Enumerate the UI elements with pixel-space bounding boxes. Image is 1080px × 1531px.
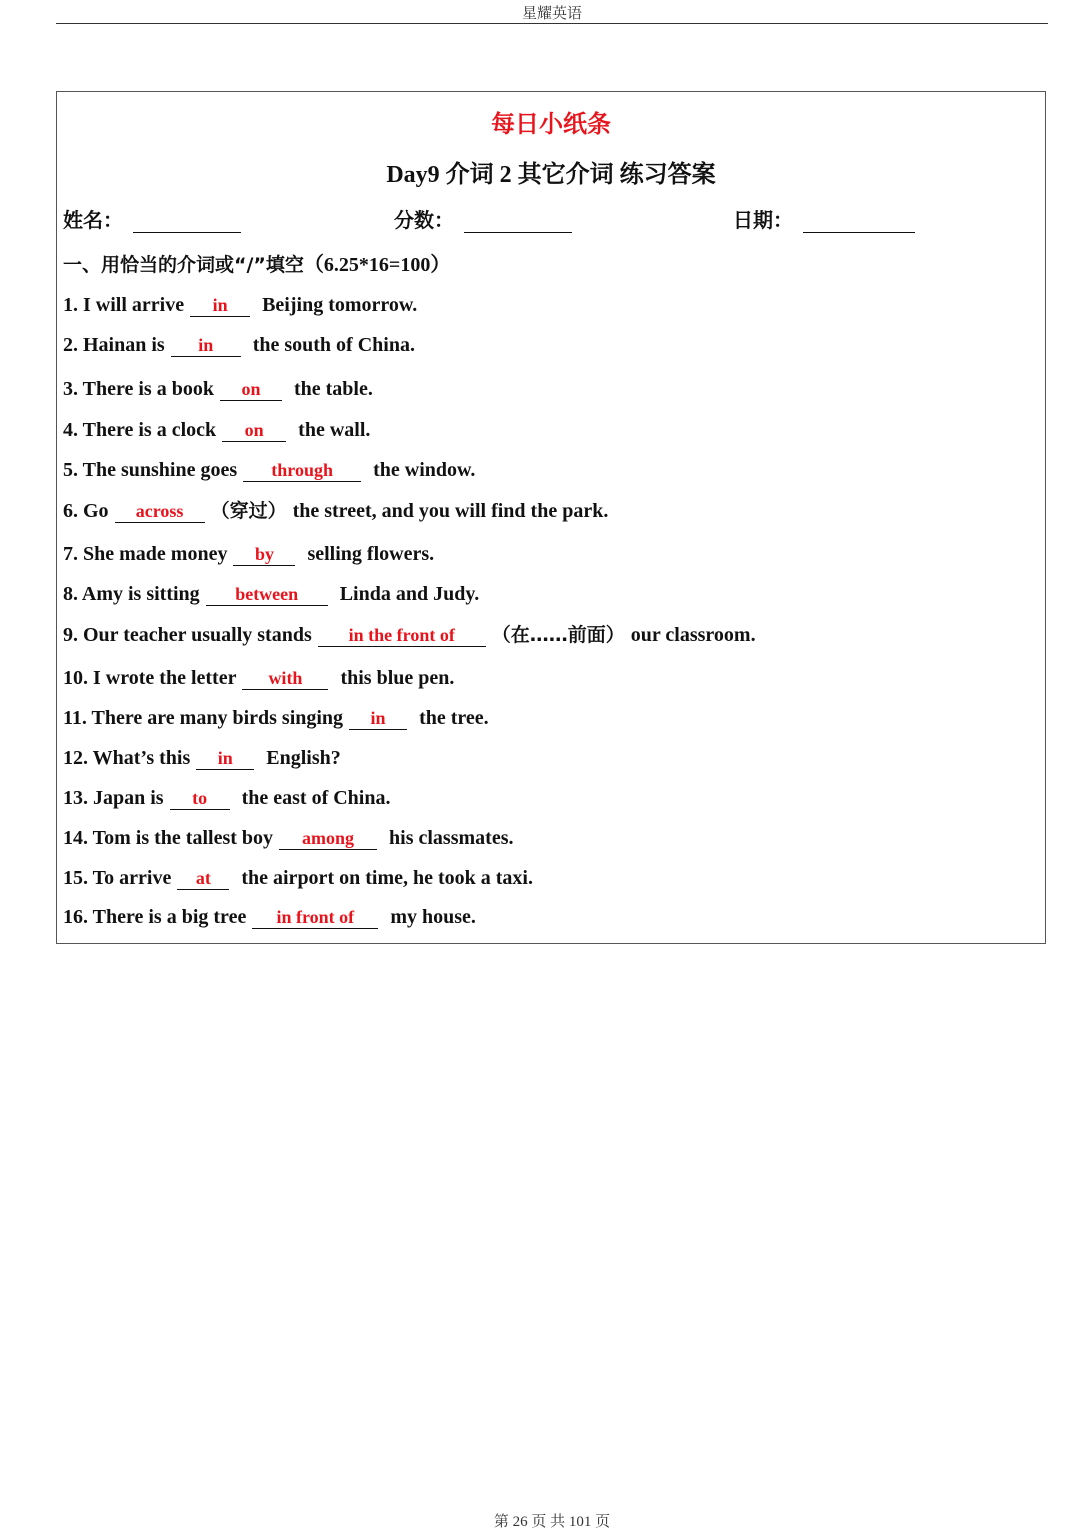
question-text-before: 15. To arrive [63,867,172,889]
answer-blank[interactable]: with [242,667,328,690]
answer-blank[interactable]: on [222,419,286,442]
question-row [63,865,533,891]
answer-blank[interactable]: between [206,583,328,606]
question-text-after: the east of China. [241,787,391,809]
score-label: 分数： [394,208,454,232]
question-row [63,332,415,358]
section-score: （6.25*16=100） [303,254,451,276]
student-info-row [63,204,1033,234]
question-text-before: 6. Go [63,500,109,522]
question-text-before: 12. What’s this [63,747,191,769]
question-text-after: this blue pen. [340,667,455,689]
question-text-after: selling flowers. [307,543,435,565]
section-heading-text: 一、用恰当的介词或“/”填空 [63,254,304,276]
question-text-before: 11. There are many birds singing [63,707,344,729]
question-row [63,417,370,443]
question-row [63,622,756,648]
question-text-before: 14. Tom is the tallest boy [63,827,274,849]
answer-blank[interactable]: through [243,459,361,482]
question-hint: （在……前面） [491,624,625,646]
question-row [63,825,513,851]
name-field [63,204,241,233]
question-text-before: 3. There is a book [63,378,214,400]
question-row [63,457,475,483]
question-row [63,904,476,930]
question-hint: （穿过） [210,500,287,522]
question-text-after: his classmates. [389,827,514,849]
question-row [63,581,479,607]
answer-blank[interactable]: by [233,543,295,566]
question-text-after: the street, and you will find the park. [292,500,609,522]
date-blank[interactable] [803,212,915,233]
answer-blank[interactable]: across [115,500,205,523]
question-text-before: 8. Amy is sitting [63,583,200,605]
question-text-after: the tree. [419,707,489,729]
question-text-after: the window. [373,459,476,481]
question-text-after: the table. [293,378,373,400]
question-text-before: 5. The sunshine goes [63,459,238,481]
section-heading [63,248,450,277]
question-text-before: 7. She made money [63,543,228,565]
question-text-before: 1. I will arrive [63,294,185,316]
question-row [63,541,434,567]
answer-blank[interactable]: in [349,707,407,730]
answer-blank[interactable]: at [177,867,229,890]
answer-blank[interactable]: in front of [252,906,378,929]
worksheet-subtitle: Day9 介词 2 其它介词 练习答案 [386,162,716,188]
question-text-after: my house. [390,906,476,928]
question-text-after: English? [266,747,341,769]
question-text-after: the wall. [298,419,371,441]
answer-blank[interactable]: to [170,787,230,810]
question-text-after: Beijing tomorrow. [262,294,418,316]
page-footer: 第 26 页 共 101 页 [493,1514,611,1530]
question-text-after: the airport on time, he took a taxi. [241,867,533,889]
score-field [394,204,572,233]
question-text-after: our classroom. [630,624,756,646]
question-text-before: 2. Hainan is [63,334,165,356]
question-row [63,292,417,318]
name-label: 姓名： [63,208,123,232]
question-row [63,705,489,731]
answer-blank[interactable]: in [190,294,250,317]
question-row [63,785,390,811]
question-text-before: 13. Japan is [63,787,164,809]
question-text-before: 10. I wrote the letter [63,667,237,689]
worksheet-title: 每日小纸条 [491,110,611,138]
answer-blank[interactable]: among [279,827,377,850]
date-field [733,204,915,233]
question-text-before: 9. Our teacher usually stands [63,624,312,646]
question-text-after: the south of China. [252,334,415,356]
answer-blank[interactable]: on [220,378,282,401]
header-divider [56,23,1048,24]
answer-blank[interactable]: in [196,747,254,770]
date-label: 日期： [733,208,793,232]
page-header-title: 星耀英语 [521,6,582,22]
question-text-before: 16. There is a big tree [63,906,247,928]
score-blank[interactable] [464,212,572,233]
question-text-after: Linda and Judy. [339,583,480,605]
question-row [63,745,341,771]
question-row [63,498,608,524]
answer-blank[interactable]: in [171,334,241,357]
question-row [63,376,373,402]
answer-blank[interactable]: in the front of [318,624,486,647]
name-blank[interactable] [133,212,241,233]
worksheet-card [56,91,1046,944]
question-text-before: 4. There is a clock [63,419,217,441]
question-row [63,665,454,691]
